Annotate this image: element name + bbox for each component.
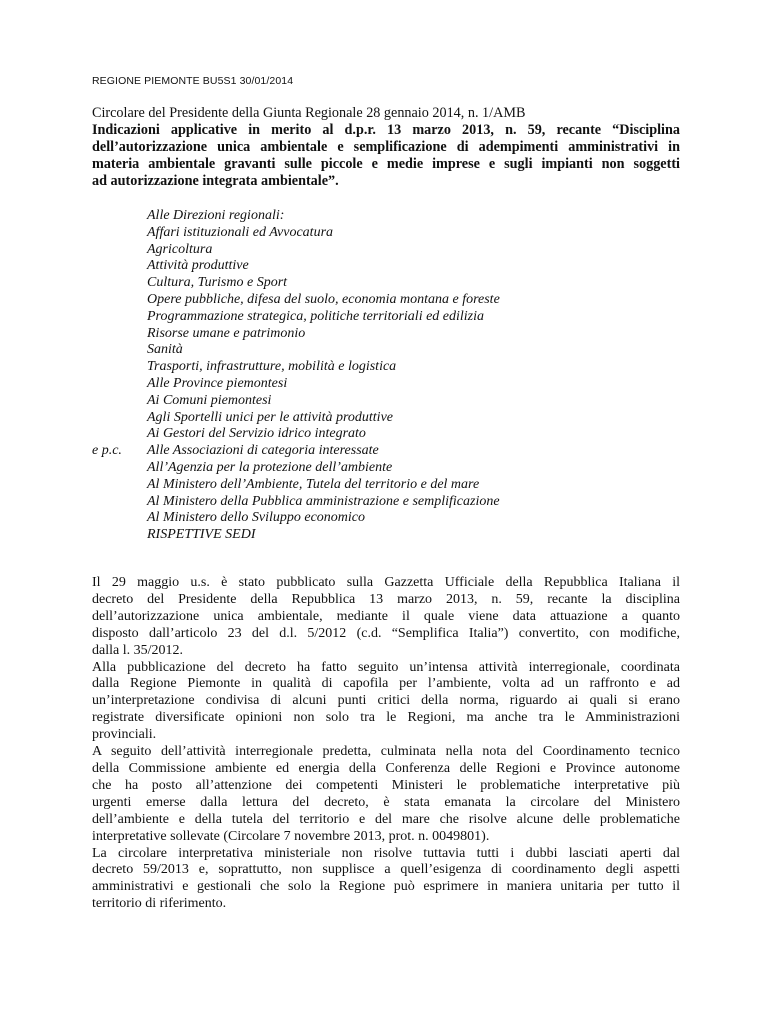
recipient-name: Al Ministero dello Sviluppo economico bbox=[147, 510, 365, 526]
recipient-name: Alle Direzioni regionali: bbox=[147, 208, 285, 223]
body-line: dalla Regione Piemonte in qualità di capofila per l’ambiente, volta ad un raffronto e ad bbox=[92, 676, 680, 692]
recipient-name: Programmazione strategica, politiche territoriali ed edilizia bbox=[147, 308, 485, 324]
recipient-label bbox=[92, 225, 147, 242]
recipient-name: Trasporti, infrastrutture, mobilità e logistica bbox=[147, 359, 397, 375]
recipient-row bbox=[92, 410, 692, 427]
recipients-list bbox=[92, 208, 692, 544]
recipient-name: Agricoltura bbox=[147, 241, 213, 257]
recipient-label bbox=[92, 410, 147, 427]
recipient-row bbox=[92, 225, 692, 242]
recipient-name: Al Ministero dell’Ambiente, Tutela del territorio e del mare bbox=[147, 476, 480, 492]
recipient-label bbox=[92, 460, 147, 477]
circolare-subject bbox=[92, 122, 680, 190]
body-line: La circolare interpretativa ministeriale non risolve tuttavia tutti i dubbi lasciati aperti dal bbox=[92, 845, 680, 861]
bulletin-header: REGIONE PIEMONTE BU5S1 30/01/2014 bbox=[92, 75, 294, 87]
recipient-label bbox=[92, 275, 147, 292]
recipient-row bbox=[92, 393, 692, 410]
recipient-name: All’Agenzia per la protezione dell’ambiente bbox=[147, 459, 393, 475]
recipient-row bbox=[92, 443, 692, 460]
subject-line: materia ambientale gravanti sulle piccole e medie imprese e sugli impianti non soggetti bbox=[92, 156, 680, 172]
body-line: urgenti emerse dalla lettura del decreto, è stata emanata la circolare del Ministero bbox=[92, 794, 680, 810]
recipient-row bbox=[92, 275, 692, 292]
recipient-name: RISPETTIVE SEDI bbox=[147, 527, 256, 543]
recipient-label bbox=[92, 326, 147, 343]
body-line: territorio di riferimento. bbox=[92, 896, 227, 912]
recipient-row bbox=[92, 342, 692, 359]
recipient-row bbox=[92, 242, 692, 259]
recipient-label bbox=[92, 426, 147, 443]
recipient-name: Attività produttive bbox=[147, 258, 249, 274]
body-line: decreto 59/2013 e, soprattutto, non supplisce a quell’esigenza di coordinamento degli aspetti bbox=[92, 862, 680, 878]
body-line: che ha posto all’attenzione dei competenti Ministeri le problematiche interpretative più bbox=[92, 777, 680, 793]
recipient-name: Alle Associazioni di categoria interessate bbox=[147, 443, 379, 459]
body-text bbox=[92, 575, 680, 913]
body-line: decreto del Presidente della Repubblica 13 marzo 2013, n. 59, recante la disciplina bbox=[92, 591, 680, 607]
recipient-label bbox=[92, 342, 147, 359]
recipient-label bbox=[92, 510, 147, 527]
recipient-label bbox=[92, 393, 147, 410]
recipient-row bbox=[92, 359, 692, 376]
recipient-row bbox=[92, 510, 692, 527]
body-line: della Commissione ambiente ed energia della Conferenza delle Regioni e Province autonome bbox=[92, 760, 680, 776]
recipient-label bbox=[92, 309, 147, 326]
body-line: amministrativi e gestionali che solo la Regione può esprimere in maniera unitaria per tutto il bbox=[92, 879, 680, 895]
recipient-row bbox=[92, 477, 692, 494]
recipient-label bbox=[92, 477, 147, 494]
recipient-name: Risorse umane e patrimonio bbox=[147, 325, 306, 341]
body-line: dell’autorizzazione unica ambientale, mediante il quale viene data attuazione a quanto bbox=[92, 608, 680, 624]
title-block bbox=[92, 105, 680, 190]
body-line: un’interpretazione condivisa di alcuni punti critici della norma, riguardo ai quali si erano bbox=[92, 693, 680, 709]
body-line: registrate diversificate opinioni non solo tra le Regioni, ma anche tra le Amministrazioni bbox=[92, 710, 680, 726]
recipient-name: Sanità bbox=[147, 342, 183, 358]
recipient-name: Ai Gestori del Servizio idrico integrato bbox=[147, 426, 366, 442]
recipient-name: Alle Province piemontesi bbox=[147, 375, 288, 391]
recipient-row bbox=[92, 208, 692, 225]
recipient-label bbox=[92, 527, 147, 544]
recipient-name: Agli Sportelli unici per le attività produttive bbox=[147, 409, 393, 425]
body-line: provinciali. bbox=[92, 727, 157, 743]
body-line: dalla l. 35/2012. bbox=[92, 642, 183, 658]
recipient-row bbox=[92, 258, 692, 275]
subject-line: dell’autorizzazione unica ambientale e semplificazione di adempimenti amministrativi in bbox=[92, 139, 680, 155]
subject-line: ad autorizzazione integrata ambientale”. bbox=[92, 173, 339, 189]
recipient-row bbox=[92, 309, 692, 326]
recipient-row bbox=[92, 326, 692, 343]
recipient-label bbox=[92, 359, 147, 376]
recipient-name: Affari istituzionali ed Avvocatura bbox=[147, 224, 334, 240]
recipient-label bbox=[92, 258, 147, 275]
recipient-label: e p.c. bbox=[92, 443, 122, 459]
recipient-row bbox=[92, 460, 692, 477]
recipient-label bbox=[92, 208, 147, 225]
recipient-name: Cultura, Turismo e Sport bbox=[147, 275, 288, 291]
recipient-label bbox=[92, 494, 147, 511]
subject-line: Indicazioni applicative in merito al d.p.r. 13 marzo 2013, n. 59, recante “Disciplina bbox=[92, 122, 680, 138]
body-line: Il 29 maggio u.s. è stato pubblicato sulla Gazzetta Ufficiale della Repubblica Italiana il bbox=[92, 575, 680, 590]
recipient-row bbox=[92, 292, 692, 309]
recipient-name: Opere pubbliche, difesa del suolo, economia montana e foreste bbox=[147, 291, 500, 307]
body-line: Alla pubblicazione del decreto ha fatto seguito un’intensa attività interregionale, coordinata bbox=[92, 659, 680, 675]
recipient-row bbox=[92, 376, 692, 393]
recipient-name: Al Ministero della Pubblica amministrazione e semplificazione bbox=[147, 493, 500, 509]
recipient-label bbox=[92, 242, 147, 259]
recipient-name: Ai Comuni piemontesi bbox=[147, 392, 272, 408]
body-line: disposto dall’articolo 23 del d.l. 5/2012 (c.d. “Semplifica Italia”) convertito, con modifiche, bbox=[92, 625, 680, 641]
body-line: dell’ambiente e della tutela del territorio e del mare che risolve alcune delle problematiche bbox=[92, 811, 680, 827]
body-line: A seguito dell’attività interregionale predetta, culminata nella nota del Coordinamento tecnico bbox=[92, 744, 680, 760]
recipient-row bbox=[92, 527, 692, 544]
circolare-title: Circolare del Presidente della Giunta Regionale 28 gennaio 2014, n. 1/AMB bbox=[92, 105, 526, 121]
recipient-row bbox=[92, 494, 692, 511]
body-line: interpretative sollevate (Circolare 7 novembre 2013, prot. n. 0049801). bbox=[92, 828, 490, 844]
recipient-label bbox=[92, 376, 147, 393]
recipient-label bbox=[92, 292, 147, 309]
recipient-row bbox=[92, 426, 692, 443]
